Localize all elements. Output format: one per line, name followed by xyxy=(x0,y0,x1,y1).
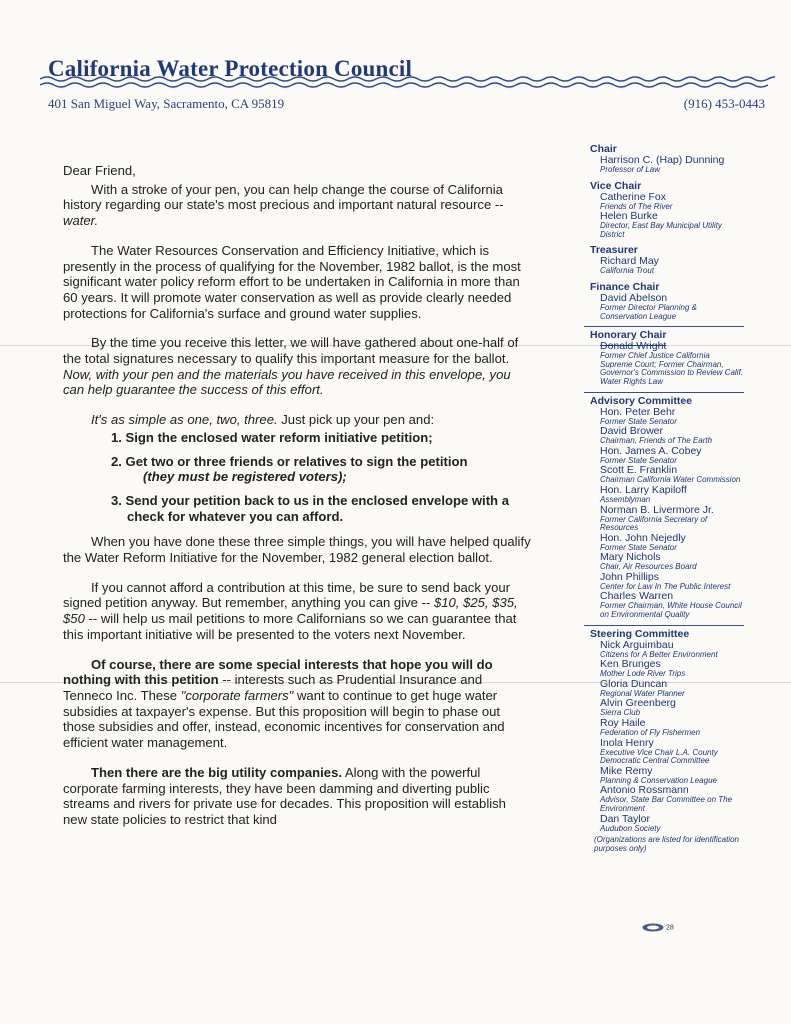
member-affiliation: Professor of Law xyxy=(600,165,661,174)
paragraph: When you have done these three simple things, you will have helped qualify the Water Reform Initiative for the November, 1982 general election ballot. xyxy=(63,534,531,566)
member-affiliation: Former State Senator xyxy=(600,455,677,465)
advisory-committee xyxy=(584,392,744,620)
member-affiliation: Citizens for A Better Environment xyxy=(600,649,718,659)
member-affiliation: Former Director Planning & Conservation League xyxy=(600,302,697,321)
member-name: Alvin Greenberg xyxy=(600,697,676,710)
paragraph: Then there are the big utility companies. Along with the powerful corporate farming interests, they have been damming and diverting public streams and rivers for private use for decades. This proposition will establish new state policies to restrict that kind xyxy=(63,764,506,827)
paragraph: Of course, there are some special interests that hope you will do nothing with this petition -- interests such as Prudential Insurance and Tenneco Inc. These "corporate farmers" want to continue to get huge water subsidies at taxpayer's expense. But this proposition will begin to phase out those subsidies and offer, instead, economic incentives for conservation and efficient water management. xyxy=(63,656,505,751)
member-name: John Phillips xyxy=(600,570,659,583)
wave-rule-icon xyxy=(40,74,775,92)
member-affiliation: Center for Law In The Public Interest xyxy=(600,581,731,591)
member-affiliation: Former Chief Justice California Supreme Court; Former Chairman, Governor's Commission to Review Calif. Water Rights Law xyxy=(600,351,743,386)
member-affiliation: Former State Senator xyxy=(600,416,677,426)
officer-group xyxy=(584,180,744,240)
member-affiliation: California Trout xyxy=(600,266,655,276)
member-name: Hon. James A. Cobey xyxy=(600,444,702,457)
union-bug-icon xyxy=(642,923,664,932)
union-bug xyxy=(642,923,674,932)
steering-committee xyxy=(584,625,744,854)
member-name: Hon. Larry Kapiloff xyxy=(600,483,687,496)
member-name: Mike Remy xyxy=(600,764,653,777)
member-affiliation: Regional Water Planner xyxy=(600,688,685,698)
officer-group xyxy=(584,281,744,321)
list-item: 2. Get two or three friends or relatives to sign the petition (they must be registered voters); xyxy=(111,453,468,485)
member-name: Norman B. Livermore Jr. xyxy=(600,503,714,516)
officer-group xyxy=(584,326,744,386)
organization-name: California Water Protection Council xyxy=(48,56,413,81)
member-name: Scott E. Franklin xyxy=(600,464,678,477)
member-affiliation: Former California Secretary of Resources xyxy=(600,514,708,533)
member-name: Dan Taylor xyxy=(600,812,650,825)
list-item: 1. Sign the enclosed water reform initiative petition; xyxy=(111,429,433,445)
member-name: Charles Warren xyxy=(600,590,674,603)
paragraph: With a stroke of your pen, you can help change the course of California history regarding our state's most precious and important natural resource -- water. xyxy=(63,181,504,229)
organization-address: 401 San Miguel Way, Sacramento, CA 95819 xyxy=(48,96,285,111)
member-name: Antonio Rossmann xyxy=(600,784,689,797)
group-heading: Chair xyxy=(590,143,617,155)
member-affiliation: Assemblyman xyxy=(600,494,651,504)
officer-group xyxy=(584,143,744,175)
member-name: Donald Wright xyxy=(600,340,667,353)
member-affiliation: Chair, Air Resources Board xyxy=(600,562,697,572)
list-item: 3. Send your petition back to us in the enclosed envelope with a check for whatever you can afford. xyxy=(111,492,509,524)
group-heading: Advisory Committee xyxy=(590,394,693,407)
salutation: Dear Friend, xyxy=(63,163,136,178)
member-affiliation: Former Chairman, White House Council on Environmental Quality xyxy=(600,601,742,620)
member-name: Hon. Peter Behr xyxy=(600,405,676,418)
paragraph: It's as simple as one, two, three. Just pick up your pen and: xyxy=(91,412,435,428)
member-affiliation: Planning & Conservation League xyxy=(600,775,717,785)
member-name: Inola Henry xyxy=(600,736,654,749)
member-affiliation: Director, East Bay Municipal Utility District xyxy=(600,221,722,239)
group-heading: Treasurer xyxy=(590,244,638,257)
member-affiliation: Chairman, Friends of The Earth xyxy=(600,436,713,446)
member-name: Mary Nichols xyxy=(600,551,661,564)
member-affiliation: Audubon Society xyxy=(600,823,661,833)
member-name: Helen Burke xyxy=(600,210,658,223)
union-bug-number: 28 xyxy=(665,924,674,932)
officers-sidebar xyxy=(584,143,744,858)
member-name: Richard May xyxy=(600,255,659,268)
member-name: Ken Brunges xyxy=(600,658,661,671)
group-heading: Vice Chair xyxy=(590,179,642,192)
member-affiliation: Chairman California Water Commission xyxy=(600,475,741,485)
member-name: Nick Arguimbau xyxy=(600,638,674,651)
paragraph: The Water Resources Conservation and Efficiency Initiative, which is presently in the process of qualifying for the November, 1982 ballot, is the most significant water policy reform effort to be undertaken in California in more than 60 years. It will promote water conservation as well as provide clearly needed protections for California's surface and ground water supplies. xyxy=(63,242,521,321)
paragraph: By the time you receive this letter, we will have gathered about one-half of the total signatures necessary to qualify this important measure for the ballot. Now, with your pen and the materials you have received in this envelope, you can help guarantee the success of this effort. xyxy=(63,335,519,398)
member-name: Gloria Duncan xyxy=(600,677,668,690)
member-name: Roy Haile xyxy=(600,717,646,730)
letter-body xyxy=(63,163,531,842)
member-name: Hon. John Nejedly xyxy=(600,531,686,544)
member-affiliation: Sierra Club xyxy=(600,708,641,718)
group-heading: Finance Chair xyxy=(590,280,660,293)
member-affiliation: Mother Lode River Trips xyxy=(600,669,686,679)
member-name: Catherine Fox xyxy=(600,190,666,203)
member-name: David Brower xyxy=(600,425,664,438)
group-heading: Honorary Chair xyxy=(590,329,667,342)
officer-group xyxy=(584,244,744,276)
member-affiliation: Federation of Fly Fishermen xyxy=(600,728,701,738)
paragraph: If you cannot afford a contribution at this time, be sure to send back your signed petition anyway. But remember, anything you can give -- $10, $25, $35, $50 -- will help us mail petitions to more Californians so we can guarantee that this important initiative will be presented to the voters next November. xyxy=(63,579,518,642)
member-name: David Abelson xyxy=(600,291,668,304)
member-affiliation: Advisor, State Bar Committee on The Environment xyxy=(600,795,733,813)
group-heading: Steering Committee xyxy=(590,627,690,640)
identification-note: (Organizations are listed for identification purposes only) xyxy=(594,835,739,854)
member-name: Harrison C. (Hap) Dunning xyxy=(600,154,725,166)
member-affiliation: Executive Vice Chair L.A. County Democratic Central Committee xyxy=(600,747,718,766)
member-affiliation: Former State Senator xyxy=(600,542,677,552)
member-affiliation: Friends of The River xyxy=(600,201,673,211)
organization-phone: (916) 453-0443 xyxy=(683,96,765,111)
steps-list xyxy=(111,430,531,525)
